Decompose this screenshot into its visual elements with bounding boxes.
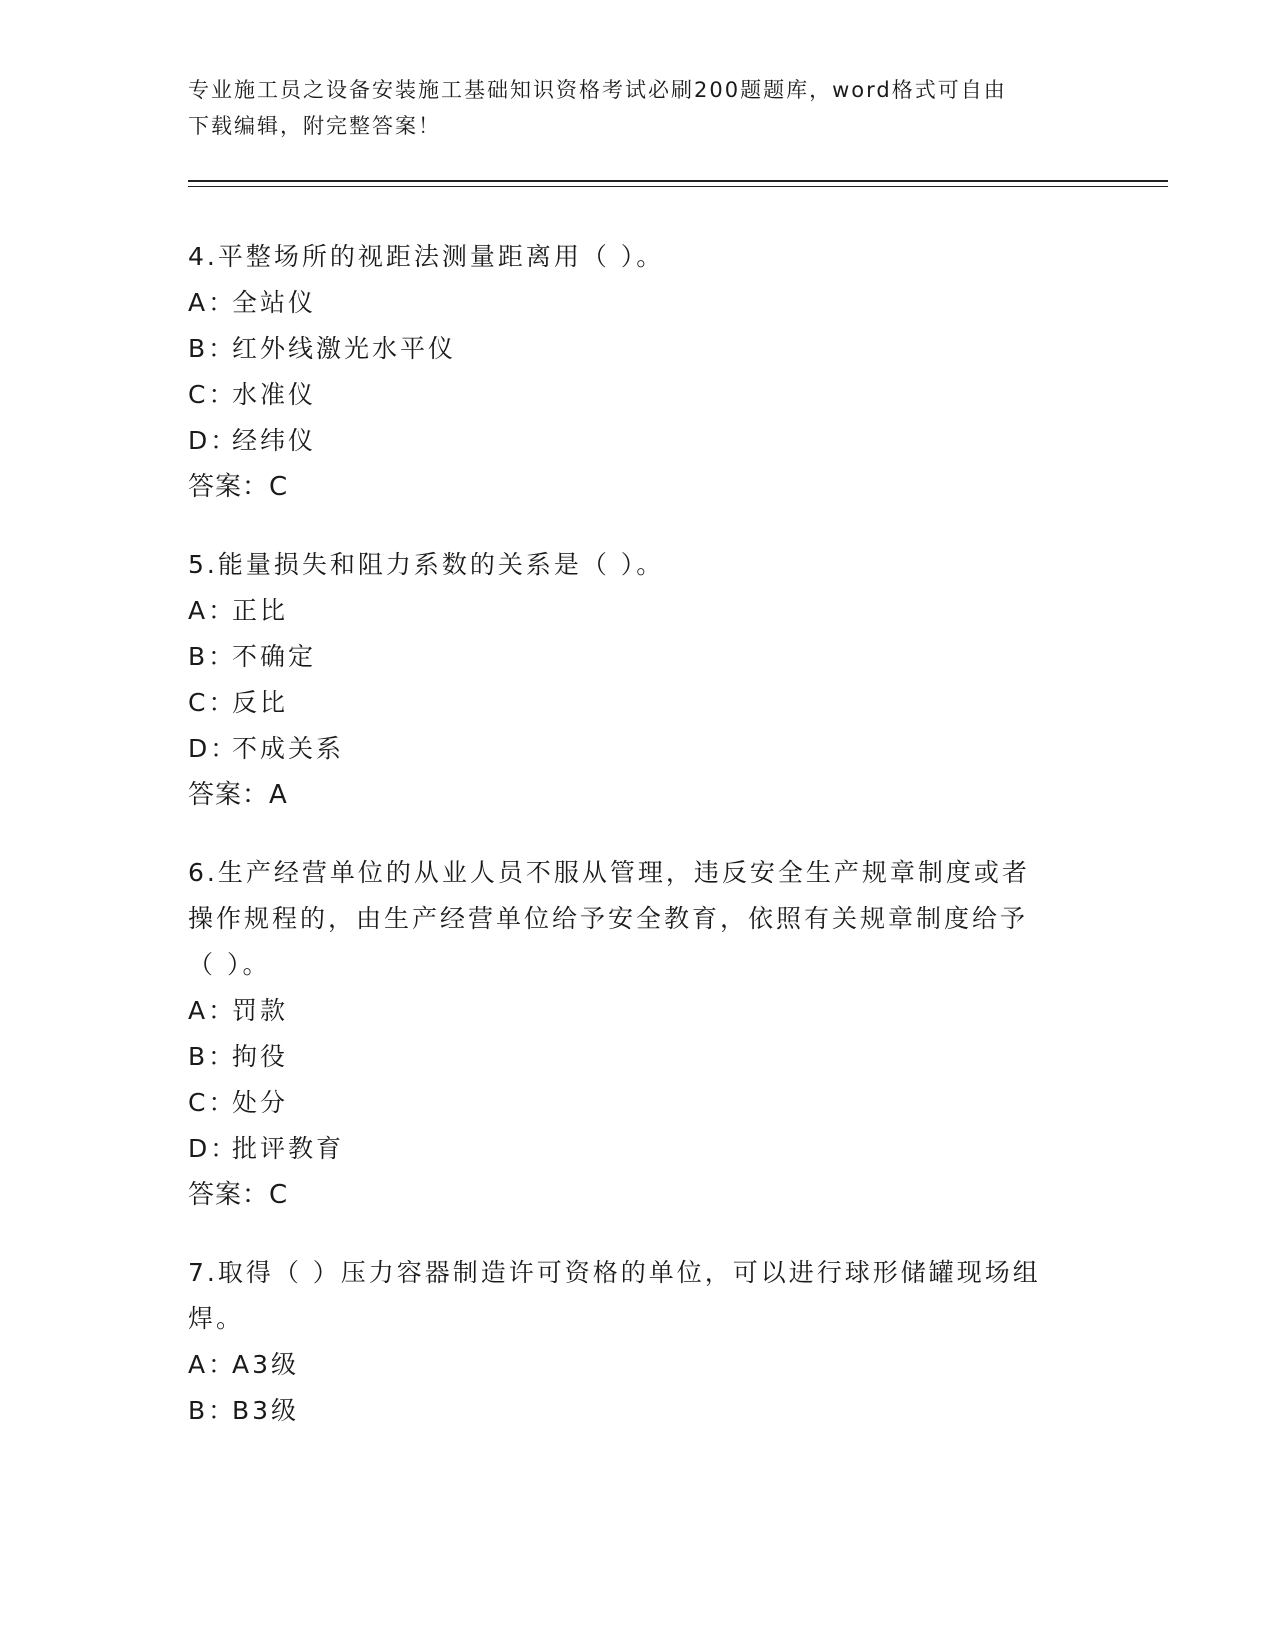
question-stem-line-1: 7.取得（ ）压力容器制造许可资格的单位，可以进行球形储罐现场组: [188, 1258, 1041, 1287]
option-text: 全站仪: [232, 288, 317, 317]
answer-line: 答案：C: [188, 472, 289, 502]
option-text: 拘役: [232, 1042, 289, 1071]
option-a: [188, 1342, 1088, 1388]
question-stem-line-2: 操作规程的，由生产经营单位给予安全教育，依照有关规章制度给予: [188, 904, 1029, 933]
question-4: [188, 234, 1088, 510]
option-a: [188, 280, 1088, 326]
header-divider: [188, 180, 1168, 187]
option-c: [188, 372, 1088, 418]
option-key: A：: [188, 1350, 237, 1379]
option-text: 反比: [232, 688, 289, 717]
header-title-line-1: 专业施工员之设备安装施工基础知识资格考试必刷200题题库，word格式可自由: [188, 78, 1007, 102]
option-key: B：: [188, 642, 237, 671]
question-stem-line-3: （ ）。: [188, 950, 271, 979]
option-key: C：: [188, 380, 237, 409]
option-key: C：: [188, 1088, 237, 1117]
option-text: A3级: [232, 1350, 300, 1379]
option-key: A：: [188, 596, 237, 625]
option-text: 红外线激光水平仪: [232, 334, 457, 363]
question-list: [188, 234, 1088, 1466]
option-key: B：: [188, 1396, 237, 1425]
option-text: 不确定: [232, 642, 317, 671]
option-a: [188, 588, 1088, 634]
option-text: 水准仪: [232, 380, 317, 409]
option-text: 不成关系: [232, 734, 345, 763]
header-title-line-2: 下载编辑，附完整答案！: [188, 114, 441, 138]
option-key: D：: [188, 1134, 239, 1163]
option-text: 批评教育: [232, 1134, 345, 1163]
option-key: A：: [188, 288, 237, 317]
question-stem-line-2: 焊。: [188, 1304, 245, 1333]
answer-line: 答案：A: [188, 780, 288, 810]
option-c: [188, 680, 1088, 726]
question-7: [188, 1250, 1088, 1434]
option-text: B3级: [232, 1396, 300, 1425]
option-key: A：: [188, 996, 237, 1025]
question-stem: 4.平整场所的视距法测量距离用（ ）。: [188, 242, 665, 271]
option-text: 正比: [232, 596, 289, 625]
option-key: C：: [188, 688, 237, 717]
question-6: [188, 850, 1088, 1218]
option-c: [188, 1080, 1088, 1126]
document-header: [188, 72, 1088, 144]
option-key: D：: [188, 426, 239, 455]
option-a: [188, 988, 1088, 1034]
option-b: [188, 1034, 1088, 1080]
answer-line: 答案：C: [188, 1180, 289, 1210]
question-stem-line-1: 6.生产经营单位的从业人员不服从管理，违反安全生产规章制度或者: [188, 858, 1030, 887]
option-text: 处分: [232, 1088, 289, 1117]
question-5: [188, 542, 1088, 818]
option-d: [188, 1126, 1088, 1172]
option-text: 罚款: [232, 996, 289, 1025]
option-text: 经纬仪: [232, 426, 317, 455]
option-key: B：: [188, 334, 237, 363]
option-b: [188, 634, 1088, 680]
option-b: [188, 326, 1088, 372]
option-key: B：: [188, 1042, 237, 1071]
option-d: [188, 418, 1088, 464]
option-b: [188, 1388, 1088, 1434]
option-d: [188, 726, 1088, 772]
option-key: D：: [188, 734, 239, 763]
question-stem: 5.能量损失和阻力系数的关系是（ ）。: [188, 550, 665, 579]
